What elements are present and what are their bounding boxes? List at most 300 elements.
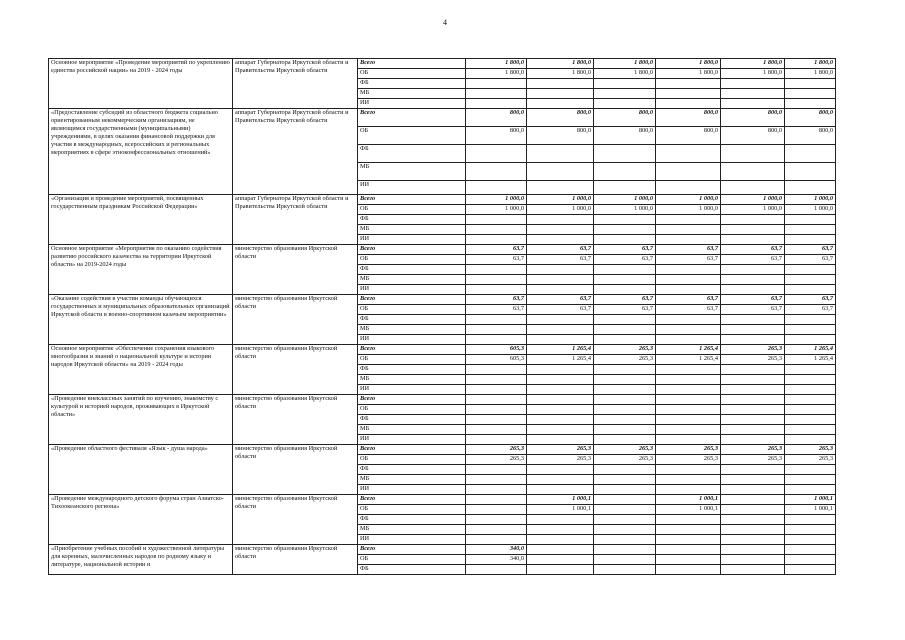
amount-cell bbox=[785, 415, 836, 425]
amount-cell bbox=[656, 385, 721, 395]
funding-source-cell: МБ bbox=[358, 225, 466, 235]
amount-cell: 63,7 bbox=[656, 255, 721, 265]
amount-cell: 1 000,1 bbox=[785, 495, 836, 505]
funding-source-cell: ОБ bbox=[358, 405, 466, 415]
amount-cell bbox=[466, 405, 527, 415]
amount-cell bbox=[721, 525, 785, 535]
funding-source-cell: Всего bbox=[358, 395, 466, 405]
amount-cell bbox=[594, 395, 656, 405]
amount-cell: 800,0 bbox=[466, 109, 527, 127]
amount-cell: 63,7 bbox=[466, 245, 527, 255]
amount-cell bbox=[527, 145, 594, 163]
amount-cell: 63,7 bbox=[785, 245, 836, 255]
amount-cell: 63,7 bbox=[721, 295, 785, 305]
amount-cell bbox=[721, 89, 785, 99]
amount-cell bbox=[594, 505, 656, 515]
amount-cell: 265,3 bbox=[721, 455, 785, 465]
funding-source-cell: ИИ bbox=[358, 285, 466, 295]
amount-cell bbox=[785, 525, 836, 535]
amount-cell: 1 800,0 bbox=[594, 69, 656, 79]
amount-cell: 1 000,0 bbox=[594, 195, 656, 205]
amount-cell: 63,7 bbox=[594, 255, 656, 265]
amount-cell bbox=[466, 99, 527, 109]
amount-cell: 63,7 bbox=[656, 305, 721, 315]
amount-cell bbox=[721, 385, 785, 395]
amount-cell bbox=[785, 395, 836, 405]
amount-cell: 63,7 bbox=[721, 255, 785, 265]
amount-cell bbox=[466, 235, 527, 245]
amount-cell: 265,3 bbox=[594, 455, 656, 465]
amount-cell: 63,7 bbox=[527, 295, 594, 305]
amount-cell bbox=[721, 265, 785, 275]
amount-cell: 1 000,0 bbox=[785, 195, 836, 205]
amount-cell: 63,7 bbox=[466, 295, 527, 305]
amount-cell bbox=[656, 315, 721, 325]
table-row bbox=[49, 109, 836, 127]
amount-cell: 1 000,0 bbox=[721, 205, 785, 215]
executor-cell: министерство образования Иркутской области bbox=[233, 295, 358, 345]
amount-cell bbox=[466, 145, 527, 163]
amount-cell bbox=[594, 275, 656, 285]
event-name-cell: «Проведение областного фестиваля «Язык - душа народа» bbox=[49, 445, 233, 495]
amount-cell bbox=[785, 79, 836, 89]
amount-cell: 265,3 bbox=[721, 355, 785, 365]
amount-cell bbox=[785, 285, 836, 295]
amount-cell bbox=[656, 99, 721, 109]
amount-cell: 63,7 bbox=[527, 305, 594, 315]
amount-cell bbox=[785, 225, 836, 235]
amount-cell: 800,0 bbox=[594, 127, 656, 145]
amount-cell bbox=[594, 375, 656, 385]
amount-cell: 1 800,0 bbox=[721, 59, 785, 69]
amount-cell bbox=[594, 435, 656, 445]
amount-cell: 265,3 bbox=[656, 445, 721, 455]
amount-cell: 1 000,0 bbox=[466, 195, 527, 205]
amount-cell: 605,3 bbox=[466, 355, 527, 365]
amount-cell bbox=[594, 89, 656, 99]
amount-cell: 63,7 bbox=[527, 255, 594, 265]
funding-source-cell: ОБ bbox=[358, 205, 466, 215]
funding-source-cell: ФБ bbox=[358, 365, 466, 375]
amount-cell bbox=[721, 435, 785, 445]
amount-cell bbox=[527, 515, 594, 525]
table-row bbox=[49, 59, 836, 69]
amount-cell: 800,0 bbox=[527, 127, 594, 145]
amount-cell: 800,0 bbox=[721, 127, 785, 145]
funding-source-cell: ФБ bbox=[358, 415, 466, 425]
amount-cell bbox=[466, 89, 527, 99]
amount-cell bbox=[656, 375, 721, 385]
funding-source-cell: Всего bbox=[358, 245, 466, 255]
amount-cell bbox=[721, 285, 785, 295]
amount-cell: 1 265,4 bbox=[656, 355, 721, 365]
amount-cell bbox=[656, 475, 721, 485]
funding-source-cell: ФБ bbox=[358, 265, 466, 275]
amount-cell: 1 800,0 bbox=[527, 69, 594, 79]
amount-cell bbox=[785, 89, 836, 99]
amount-cell bbox=[656, 425, 721, 435]
amount-cell bbox=[466, 415, 527, 425]
amount-cell: 1 265,4 bbox=[785, 355, 836, 365]
amount-cell bbox=[466, 385, 527, 395]
amount-cell bbox=[527, 465, 594, 475]
amount-cell: 63,7 bbox=[721, 245, 785, 255]
funding-source-cell: МБ bbox=[358, 275, 466, 285]
funding-source-cell: Всего bbox=[358, 295, 466, 305]
amount-cell: 800,0 bbox=[527, 109, 594, 127]
amount-cell bbox=[656, 265, 721, 275]
amount-cell: 1 000,0 bbox=[785, 205, 836, 215]
amount-cell bbox=[594, 465, 656, 475]
amount-cell bbox=[594, 325, 656, 335]
funding-source-cell: МБ bbox=[358, 325, 466, 335]
amount-cell bbox=[721, 565, 785, 575]
amount-cell bbox=[466, 505, 527, 515]
funding-source-cell: МБ bbox=[358, 475, 466, 485]
table-row bbox=[49, 295, 836, 305]
amount-cell bbox=[594, 285, 656, 295]
amount-cell: 63,7 bbox=[466, 305, 527, 315]
amount-cell bbox=[656, 525, 721, 535]
funding-source-cell: Всего bbox=[358, 445, 466, 455]
amount-cell bbox=[527, 485, 594, 495]
amount-cell bbox=[721, 405, 785, 415]
amount-cell: 1 000,0 bbox=[656, 205, 721, 215]
amount-cell bbox=[594, 475, 656, 485]
table-row bbox=[49, 195, 836, 205]
event-name-cell: Основное мероприятие «Обеспечение сохранения языкового многообразия и знаний о национальной культуре и истории народов Иркутской области» на 2019 - 2024 годы bbox=[49, 345, 233, 395]
amount-cell bbox=[594, 555, 656, 565]
amount-cell bbox=[721, 485, 785, 495]
amount-cell bbox=[466, 465, 527, 475]
amount-cell bbox=[594, 225, 656, 235]
executor-cell: министерство образования Иркутской области bbox=[233, 245, 358, 295]
amount-cell: 63,7 bbox=[527, 245, 594, 255]
funding-source-cell: ИИ bbox=[358, 99, 466, 109]
amount-cell bbox=[785, 99, 836, 109]
amount-cell bbox=[785, 215, 836, 225]
amount-cell bbox=[527, 415, 594, 425]
amount-cell bbox=[656, 535, 721, 545]
executor-cell: аппарат Губернатора Иркутской области и Правительства Иркутской области bbox=[233, 59, 358, 109]
amount-cell bbox=[594, 181, 656, 195]
funding-source-cell: ИИ bbox=[358, 535, 466, 545]
amount-cell bbox=[785, 545, 836, 555]
executor-cell: министерство образования Иркутской области bbox=[233, 495, 358, 545]
amount-cell bbox=[527, 235, 594, 245]
amount-cell bbox=[527, 375, 594, 385]
event-name-cell: «Организация и проведение мероприятий, посвященных государственным праздникам Российской Федерации» bbox=[49, 195, 233, 245]
amount-cell bbox=[656, 79, 721, 89]
amount-cell bbox=[721, 425, 785, 435]
amount-cell bbox=[721, 465, 785, 475]
funding-source-cell: ИИ bbox=[358, 385, 466, 395]
amount-cell: 265,3 bbox=[527, 445, 594, 455]
amount-cell bbox=[785, 265, 836, 275]
amount-cell bbox=[527, 79, 594, 89]
amount-cell: 800,0 bbox=[785, 109, 836, 127]
amount-cell bbox=[721, 545, 785, 555]
amount-cell bbox=[785, 485, 836, 495]
amount-cell: 800,0 bbox=[721, 109, 785, 127]
amount-cell bbox=[656, 485, 721, 495]
amount-cell: 1 265,4 bbox=[527, 355, 594, 365]
amount-cell: 1 000,0 bbox=[594, 205, 656, 215]
funding-source-cell: Всего bbox=[358, 345, 466, 355]
amount-cell bbox=[466, 565, 527, 575]
funding-source-cell: ОБ bbox=[358, 255, 466, 265]
amount-cell bbox=[656, 325, 721, 335]
funding-source-cell: МБ bbox=[358, 525, 466, 535]
amount-cell: 265,3 bbox=[721, 345, 785, 355]
amount-cell bbox=[785, 335, 836, 345]
funding-source-cell: ОБ bbox=[358, 127, 466, 145]
funding-source-cell: ФБ bbox=[358, 215, 466, 225]
amount-cell bbox=[656, 89, 721, 99]
funding-source-cell: МБ bbox=[358, 425, 466, 435]
amount-cell bbox=[785, 425, 836, 435]
amount-cell bbox=[656, 465, 721, 475]
amount-cell: 800,0 bbox=[466, 127, 527, 145]
amount-cell: 800,0 bbox=[656, 109, 721, 127]
amount-cell bbox=[594, 99, 656, 109]
amount-cell: 265,3 bbox=[594, 445, 656, 455]
amount-cell bbox=[721, 395, 785, 405]
amount-cell bbox=[785, 365, 836, 375]
funding-source-cell: ИИ bbox=[358, 181, 466, 195]
amount-cell: 1 000,1 bbox=[785, 505, 836, 515]
amount-cell: 265,3 bbox=[466, 445, 527, 455]
amount-cell bbox=[721, 335, 785, 345]
funding-source-cell: Всего bbox=[358, 545, 466, 555]
funding-source-cell: МБ bbox=[358, 89, 466, 99]
amount-cell: 1 800,0 bbox=[785, 69, 836, 79]
amount-cell bbox=[594, 163, 656, 181]
amount-cell: 63,7 bbox=[594, 295, 656, 305]
amount-cell bbox=[594, 79, 656, 89]
amount-cell bbox=[527, 475, 594, 485]
funding-source-cell: Всего bbox=[358, 195, 466, 205]
executor-cell: министерство образования Иркутской области bbox=[233, 395, 358, 445]
amount-cell bbox=[656, 335, 721, 345]
amount-cell bbox=[656, 235, 721, 245]
amount-cell bbox=[594, 335, 656, 345]
amount-cell bbox=[594, 525, 656, 535]
amount-cell bbox=[656, 181, 721, 195]
amount-cell bbox=[527, 325, 594, 335]
amount-cell bbox=[721, 375, 785, 385]
amount-cell bbox=[594, 235, 656, 245]
amount-cell bbox=[721, 99, 785, 109]
amount-cell: 265,3 bbox=[785, 455, 836, 465]
amount-cell bbox=[721, 325, 785, 335]
amount-cell bbox=[656, 435, 721, 445]
amount-cell bbox=[721, 535, 785, 545]
amount-cell bbox=[466, 79, 527, 89]
amount-cell bbox=[466, 435, 527, 445]
amount-cell bbox=[594, 495, 656, 505]
amount-cell: 1 000,1 bbox=[527, 495, 594, 505]
amount-cell bbox=[656, 555, 721, 565]
amount-cell bbox=[656, 395, 721, 405]
amount-cell bbox=[721, 145, 785, 163]
amount-cell bbox=[527, 425, 594, 435]
amount-cell: 63,7 bbox=[785, 295, 836, 305]
amount-cell: 265,3 bbox=[594, 355, 656, 365]
amount-cell: 1 265,4 bbox=[785, 345, 836, 355]
event-name-cell: «Приобретение учебных пособий и художественной литературы для коренных, малочисленных народов по родному языку и литературе, национальной истории и bbox=[49, 545, 233, 575]
amount-cell bbox=[527, 215, 594, 225]
amount-cell bbox=[527, 315, 594, 325]
amount-cell bbox=[785, 465, 836, 475]
amount-cell bbox=[594, 215, 656, 225]
amount-cell bbox=[656, 145, 721, 163]
amount-cell: 1 800,0 bbox=[721, 69, 785, 79]
amount-cell bbox=[527, 435, 594, 445]
amount-cell bbox=[466, 225, 527, 235]
event-name-cell: «Предоставление субсидий из областного бюджета социально ориентированным некоммерческим организациям, не являющимся государственными (муниципальными) учреждениями, в целях оказания финансовой поддержки для участия в международных, всероссийских и региональных мероприятиях в сфере этноконфессиональных отношений» bbox=[49, 109, 233, 195]
amount-cell bbox=[721, 415, 785, 425]
amount-cell bbox=[785, 275, 836, 285]
amount-cell: 265,3 bbox=[466, 455, 527, 465]
amount-cell bbox=[785, 555, 836, 565]
table-row bbox=[49, 345, 836, 355]
amount-cell bbox=[466, 215, 527, 225]
funding-source-cell: ФБ bbox=[358, 565, 466, 575]
amount-cell bbox=[721, 495, 785, 505]
amount-cell: 1 265,4 bbox=[656, 345, 721, 355]
funding-source-cell: ФБ bbox=[358, 315, 466, 325]
amount-cell: 1 000,0 bbox=[656, 195, 721, 205]
amount-cell: 1 265,4 bbox=[527, 345, 594, 355]
amount-cell bbox=[785, 325, 836, 335]
amount-cell bbox=[594, 405, 656, 415]
amount-cell bbox=[656, 545, 721, 555]
amount-cell bbox=[527, 525, 594, 535]
amount-cell bbox=[656, 515, 721, 525]
amount-cell bbox=[594, 425, 656, 435]
amount-cell: 63,7 bbox=[785, 255, 836, 265]
event-name-cell: «Оказание содействия в участии команды обучающихся государственных и муниципальных образовательных организаций Иркутской области в военно-спортивном казачьем мероприятии» bbox=[49, 295, 233, 345]
amount-cell: 605,3 bbox=[466, 345, 527, 355]
amount-cell bbox=[466, 285, 527, 295]
amount-cell: 1 000,0 bbox=[721, 195, 785, 205]
amount-cell: 800,0 bbox=[594, 109, 656, 127]
amount-cell: 1 800,0 bbox=[785, 59, 836, 69]
amount-cell bbox=[785, 163, 836, 181]
amount-cell bbox=[656, 285, 721, 295]
amount-cell bbox=[656, 225, 721, 235]
amount-cell bbox=[785, 385, 836, 395]
amount-cell bbox=[527, 265, 594, 275]
amount-cell: 340,0 bbox=[466, 555, 527, 565]
amount-cell bbox=[785, 375, 836, 385]
event-name-cell: Основное мероприятие «Проведение мероприятий по укреплению единства российской нации» на 2019 - 2024 годы bbox=[49, 59, 233, 109]
amount-cell: 1 000,1 bbox=[656, 505, 721, 515]
amount-cell: 1 800,0 bbox=[466, 59, 527, 69]
funding-source-cell: ИИ bbox=[358, 485, 466, 495]
amount-cell bbox=[466, 535, 527, 545]
amount-cell bbox=[527, 285, 594, 295]
executor-cell: министерство образования Иркутской области bbox=[233, 345, 358, 395]
amount-cell bbox=[527, 99, 594, 109]
amount-cell: 63,7 bbox=[656, 245, 721, 255]
amount-cell: 340,0 bbox=[466, 545, 527, 555]
amount-cell bbox=[721, 181, 785, 195]
amount-cell bbox=[466, 475, 527, 485]
amount-cell: 1 000,0 bbox=[466, 205, 527, 215]
event-name-cell: «Проведение внеклассных занятий по изучению, знакомству с культурой и историей народов, проживающих в Иркутской области» bbox=[49, 395, 233, 445]
funding-source-cell: ИИ bbox=[358, 335, 466, 345]
funding-source-cell: ОБ bbox=[358, 305, 466, 315]
amount-cell bbox=[721, 225, 785, 235]
amount-cell: 63,7 bbox=[721, 305, 785, 315]
funding-source-cell: ИИ bbox=[358, 435, 466, 445]
event-name-cell: «Проведение международного детского форума стран Азиатско-Тихоокеанского региона» bbox=[49, 495, 233, 545]
amount-cell: 1 800,0 bbox=[527, 59, 594, 69]
executor-cell: министерство образования Иркутской области bbox=[233, 445, 358, 495]
amount-cell bbox=[594, 315, 656, 325]
amount-cell bbox=[466, 335, 527, 345]
amount-cell bbox=[785, 181, 836, 195]
funding-source-cell: ФБ bbox=[358, 465, 466, 475]
table-row bbox=[49, 495, 836, 505]
amount-cell bbox=[466, 395, 527, 405]
budget-table bbox=[48, 58, 836, 575]
amount-cell bbox=[527, 535, 594, 545]
amount-cell bbox=[594, 485, 656, 495]
amount-cell: 265,3 bbox=[785, 445, 836, 455]
executor-cell: министерство образования Иркутской области bbox=[233, 545, 358, 575]
amount-cell bbox=[527, 89, 594, 99]
funding-source-cell: Всего bbox=[358, 495, 466, 505]
funding-source-cell: МБ bbox=[358, 375, 466, 385]
amount-cell bbox=[466, 425, 527, 435]
amount-cell bbox=[721, 315, 785, 325]
amount-cell bbox=[594, 535, 656, 545]
amount-cell bbox=[656, 415, 721, 425]
amount-cell bbox=[785, 565, 836, 575]
amount-cell: 1 800,0 bbox=[466, 69, 527, 79]
amount-cell bbox=[785, 405, 836, 415]
amount-cell bbox=[594, 515, 656, 525]
amount-cell bbox=[721, 275, 785, 285]
amount-cell bbox=[721, 365, 785, 375]
funding-source-cell: Всего bbox=[358, 109, 466, 127]
amount-cell bbox=[527, 181, 594, 195]
amount-cell bbox=[527, 335, 594, 345]
executor-cell: аппарат Губернатора Иркутской области и Правительства Иркутской области bbox=[233, 195, 358, 245]
amount-cell bbox=[721, 515, 785, 525]
funding-source-cell: ФБ bbox=[358, 515, 466, 525]
amount-cell bbox=[594, 365, 656, 375]
amount-cell: 63,7 bbox=[594, 245, 656, 255]
amount-cell bbox=[527, 275, 594, 285]
amount-cell bbox=[466, 163, 527, 181]
amount-cell bbox=[721, 505, 785, 515]
amount-cell bbox=[466, 485, 527, 495]
amount-cell bbox=[721, 215, 785, 225]
amount-cell bbox=[721, 163, 785, 181]
amount-cell bbox=[656, 163, 721, 181]
amount-cell bbox=[721, 555, 785, 565]
amount-cell: 1 000,1 bbox=[656, 495, 721, 505]
event-name-cell: Основное мероприятие «Мероприятия по оказанию содействия развитию российского казачества на территории Иркутской области» на 2019-2024 годы bbox=[49, 245, 233, 295]
amount-cell bbox=[527, 225, 594, 235]
amount-cell bbox=[527, 405, 594, 415]
amount-cell bbox=[785, 515, 836, 525]
amount-cell bbox=[785, 435, 836, 445]
